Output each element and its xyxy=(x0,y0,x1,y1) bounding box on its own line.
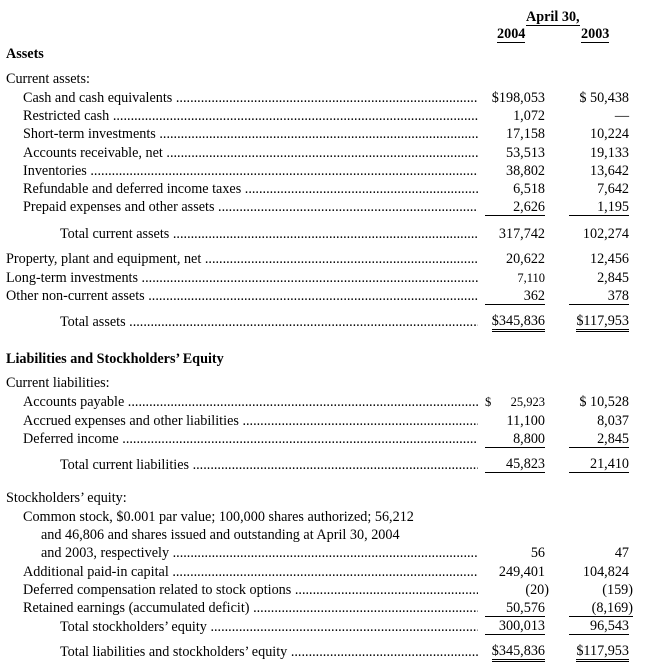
row-value-2003: 19,133 xyxy=(589,145,629,161)
row-label: Short-term investments ..... xyxy=(23,126,478,142)
header-year-2004: 2004 xyxy=(497,26,526,42)
row-label: Accrued expenses and other liabilities ..... xyxy=(23,413,478,429)
total-current-liabilities-label: Total current liabilities ..... xyxy=(60,457,478,473)
row-value-2003: 13,642 xyxy=(589,163,629,179)
row-value-2004: 249,401 xyxy=(498,564,545,580)
common-stock-2004: 56 xyxy=(530,545,545,561)
row-value-2003: 10,224 xyxy=(589,126,629,142)
row-label: Accounts payable ..... xyxy=(23,394,478,410)
row-value-2004: 20,622 xyxy=(505,251,545,267)
row-value-2003: 104,824 xyxy=(582,564,629,580)
row-label: Deferred income ..... xyxy=(23,431,478,447)
liabilities-title: Liabilities and Stockholders’ Equity xyxy=(6,351,224,367)
row-label: Other non-current assets ..... xyxy=(6,288,478,304)
total-assets-2003: $117,953 xyxy=(576,314,629,332)
row-value-2003: (159) xyxy=(602,582,633,598)
row-value-2003: 1,195 xyxy=(569,200,629,216)
total-current-assets-2003: 102,274 xyxy=(582,226,629,242)
row-value-2003: (8,169) xyxy=(569,601,633,617)
row-label: Additional paid-in capital ..... xyxy=(23,564,478,580)
row-value-2003: 7,642 xyxy=(597,181,629,197)
total-assets-2004: $345,836 xyxy=(492,314,545,332)
row-value-2004: 25,923 xyxy=(510,395,545,409)
row-label: Deferred compensation related to stock options ..... xyxy=(23,582,478,598)
row-label: Accounts receivable, net ..... xyxy=(23,145,478,161)
row-value-2004: 11,100 xyxy=(506,413,545,429)
header-year-2003: 2003 xyxy=(581,26,610,42)
total-current-liabilities-2004: 45,823 xyxy=(485,457,545,473)
total-equity-label: Total stockholders’ equity ..... xyxy=(60,619,478,635)
row-value-2004: 50,576 xyxy=(485,601,545,617)
total-assets-label: Total assets ..... xyxy=(60,314,478,330)
common-stock-line-2: and 46,806 and shares issued and outstanding at April 30, 2004 xyxy=(41,527,400,543)
row-value-2004: $198,053 xyxy=(491,90,545,106)
total-equity-2004: 300,013 xyxy=(485,619,545,635)
common-stock-2003: 47 xyxy=(614,545,629,561)
row-value-2003: 2,845 xyxy=(569,432,629,448)
total-equity-2003: 96,543 xyxy=(569,619,629,635)
row-value-2003: 378 xyxy=(569,289,629,305)
row-value-2004: 7,110 xyxy=(517,271,545,285)
row-label: Refundable and deferred income taxes ..... xyxy=(23,181,478,197)
row-value-2003: 8,037 xyxy=(597,413,629,429)
row-value-2004: 2,626 xyxy=(485,200,545,216)
total-liabilities-equity-2004: $345,836 xyxy=(492,644,545,662)
row-label: Prepaid expenses and other assets ..... xyxy=(23,199,478,215)
row-value-2004: 6,518 xyxy=(513,181,545,197)
row-value-2004: 362 xyxy=(485,289,545,305)
row-value-2004: 8,800 xyxy=(485,432,545,448)
total-liabilities-equity-2003: $117,953 xyxy=(576,644,629,662)
row-label: Restricted cash ..... xyxy=(23,108,478,124)
assets-title: Assets xyxy=(6,46,44,62)
row-label: Long-term investments ..... xyxy=(6,270,478,286)
equity-title: Stockholders’ equity: xyxy=(6,490,127,506)
row-label: Property, plant and equipment, net ..... xyxy=(6,251,478,267)
row-value-2003: — xyxy=(614,108,629,124)
common-stock-line-1: Common stock, $0.001 par value; 100,000 shares authorized; 56,212 xyxy=(23,509,414,525)
row-value-2003: 2,845 xyxy=(597,270,629,286)
current-assets-title: Current assets: xyxy=(6,71,90,87)
row-value-2004: 53,513 xyxy=(505,145,545,161)
row-value-2004: 17,158 xyxy=(505,126,545,142)
row-value-2004: (20) xyxy=(525,582,549,598)
total-liabilities-equity-label: Total liabilities and stockholders’ equity ..... xyxy=(60,644,478,660)
current-liabilities-title: Current liabilities: xyxy=(6,375,110,391)
total-current-liabilities-2003: 21,410 xyxy=(569,457,629,473)
row-value-2003: $ 50,438 xyxy=(579,90,629,106)
row-label: Retained earnings (accumulated deficit) ..... xyxy=(23,600,478,616)
row-value-2004-currency: $ xyxy=(485,395,492,409)
row-label: Inventories ..... xyxy=(23,163,478,179)
row-value-2004: 38,802 xyxy=(505,163,545,179)
row-value-2003: $ 10,528 xyxy=(579,394,629,410)
total-current-assets-2004: 317,742 xyxy=(498,226,545,242)
row-label: Cash and cash equivalents ..... xyxy=(23,90,478,106)
header-period: April 30, xyxy=(526,9,580,25)
common-stock-line-3: and 2003, respectively ..... xyxy=(41,545,478,561)
total-current-assets-label: Total current assets ..... xyxy=(60,226,478,242)
row-value-2004: 1,072 xyxy=(513,108,545,124)
row-value-2003: 12,456 xyxy=(589,251,629,267)
